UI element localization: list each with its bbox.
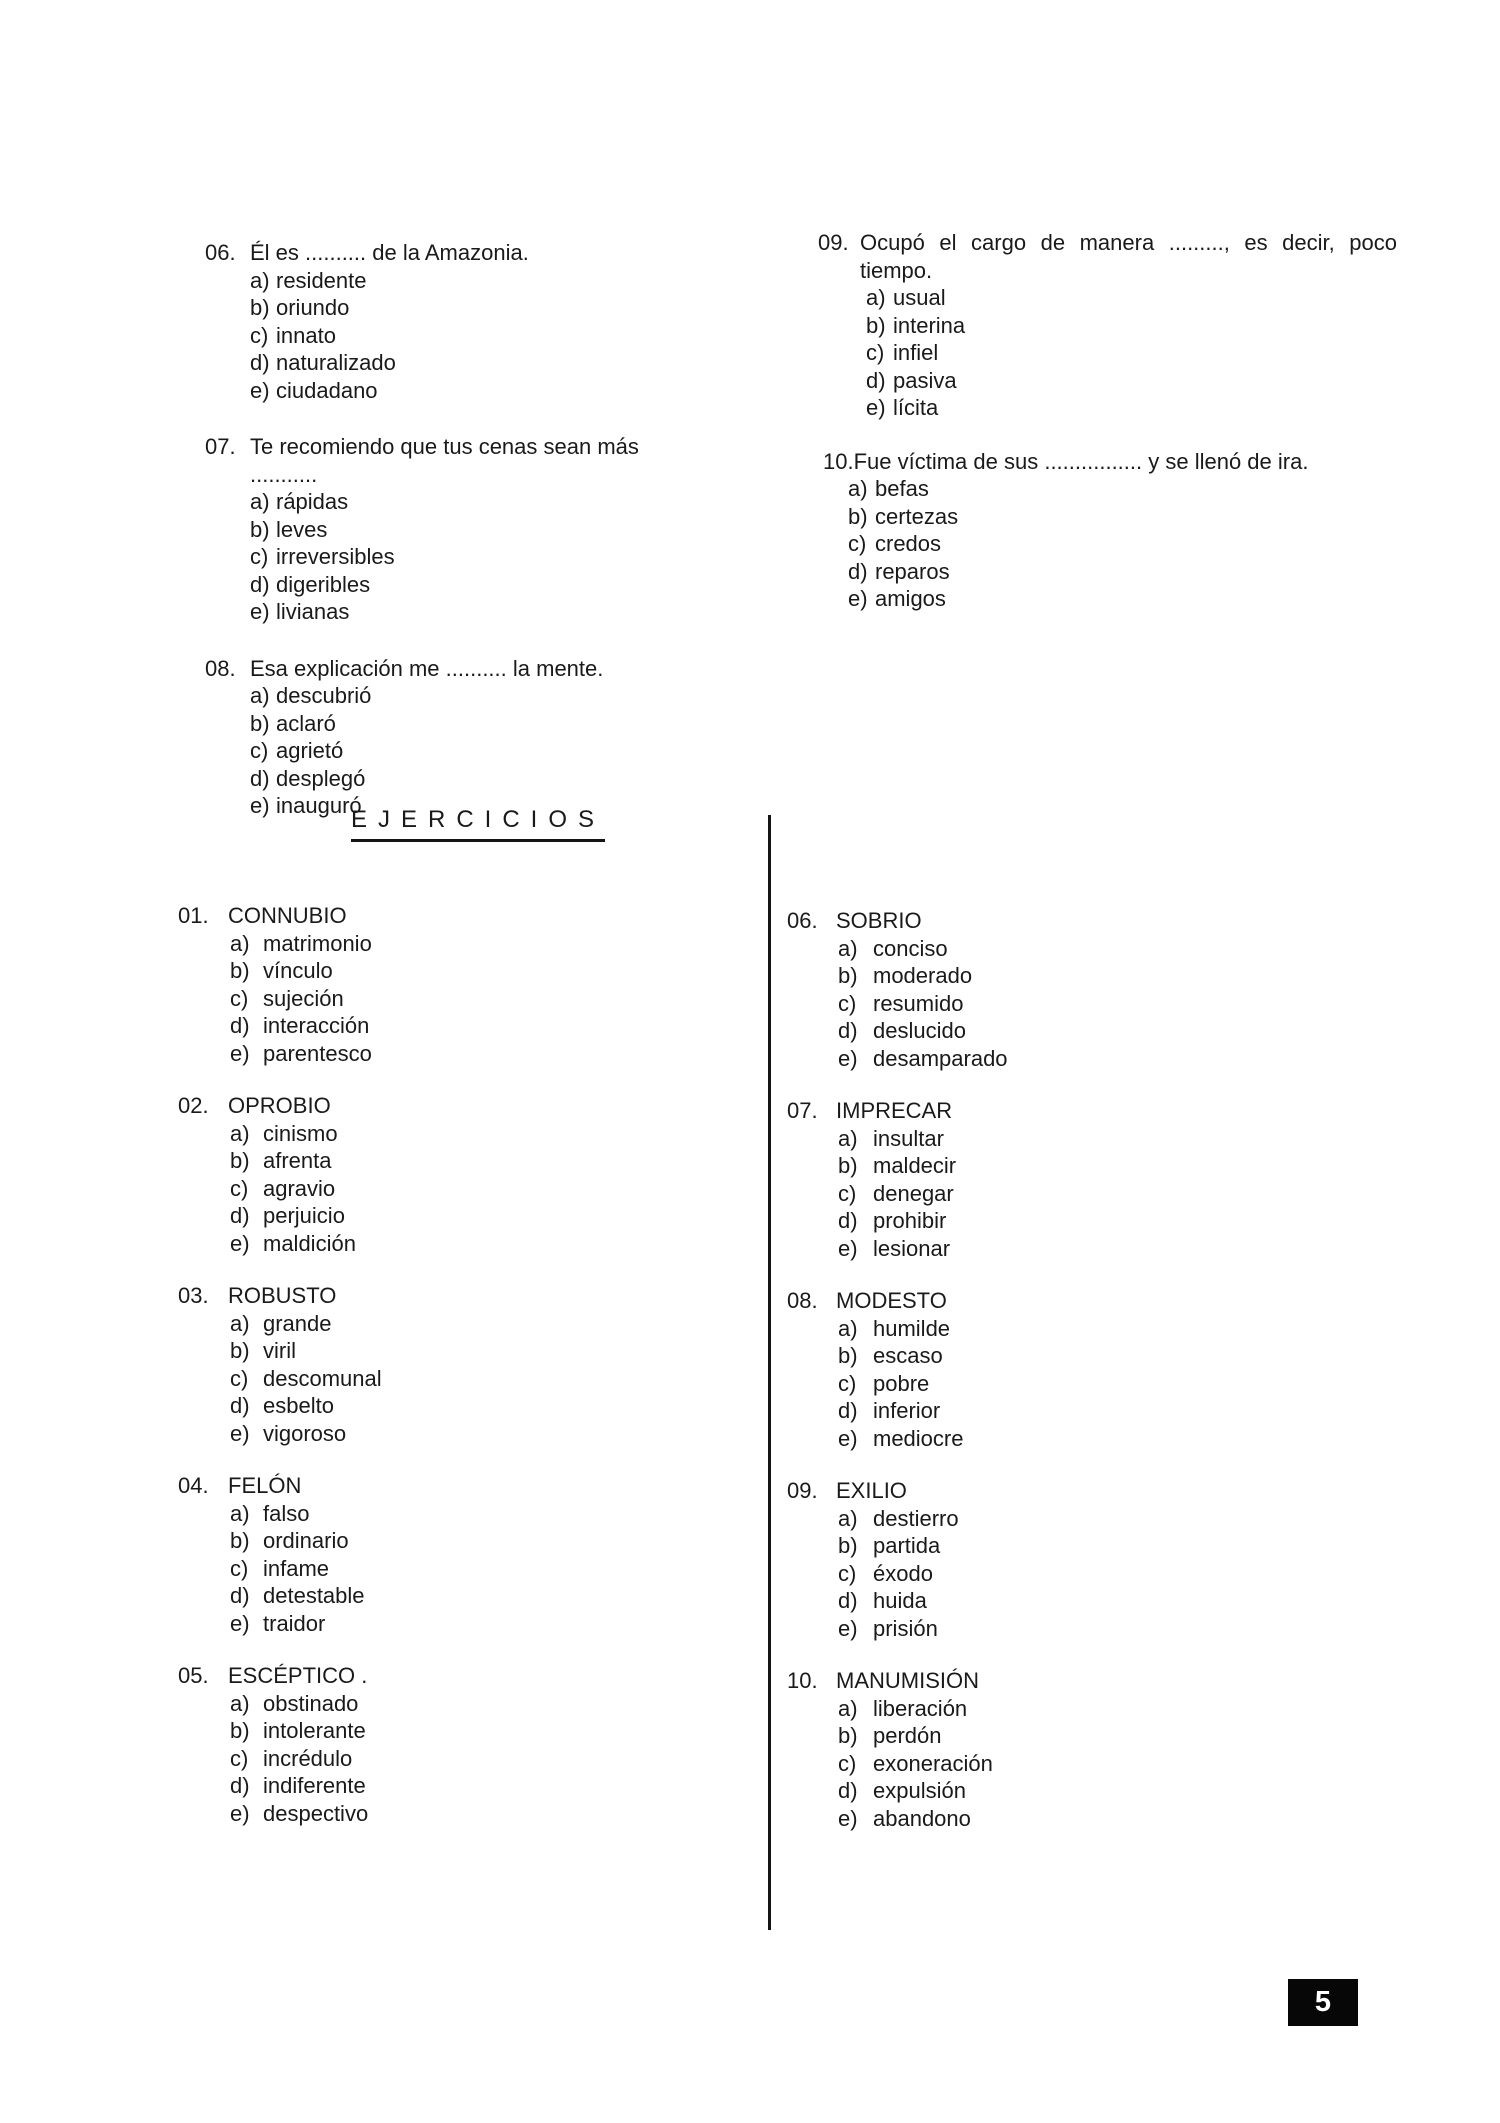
exercise-item [178, 1662, 628, 1827]
option-letter: d) [230, 1773, 250, 1798]
exercise-item [787, 907, 1237, 1072]
option-letter: a) [250, 267, 270, 293]
option-text: esbelto [263, 1393, 334, 1418]
option-text: desamparado [873, 1045, 1008, 1071]
option-letter: e) [230, 1040, 250, 1066]
exercise-number: 09. [787, 1478, 818, 1503]
option-letter: c) [230, 985, 249, 1011]
answer-option [787, 1505, 1237, 1533]
option-text: maldecir [873, 1153, 957, 1178]
answer-option [178, 1717, 628, 1745]
answer-option [178, 1230, 628, 1258]
option-letter: d) [230, 1393, 250, 1418]
question-statement-line [205, 433, 645, 488]
answer-option [178, 1772, 628, 1800]
answer-option [787, 1017, 1237, 1045]
exercise-number: 01. [178, 903, 209, 928]
exercise-term: CONNUBIO [228, 903, 347, 928]
exercise-item [178, 902, 628, 1067]
option-letter: c) [230, 1745, 249, 1771]
option-text: leves [276, 516, 328, 542]
answer-option [787, 1342, 1237, 1370]
option-text: cinismo [263, 1120, 338, 1146]
option-letter: a) [838, 1315, 858, 1341]
option-text: amigos [875, 586, 946, 611]
option-text: expulsión [873, 1778, 966, 1803]
exercise-number: 08. [787, 1288, 818, 1313]
option-letter: a) [838, 1125, 858, 1151]
option-letter: c) [230, 1175, 249, 1201]
answer-option [178, 957, 628, 985]
question-number: 10. [823, 448, 854, 474]
completion-question-07 [205, 433, 645, 626]
option-letter: a) [230, 1120, 250, 1146]
option-text: certezas [875, 503, 959, 529]
answer-option [787, 1397, 1237, 1425]
option-text: vínculo [263, 958, 333, 983]
answer-option [205, 543, 645, 571]
option-letter: d) [230, 1583, 250, 1608]
option-text: grande [263, 1310, 332, 1336]
option-letter: e) [866, 395, 886, 420]
option-text: prisión [873, 1615, 938, 1641]
question-statement-line [818, 229, 1403, 284]
exercise-term: OPROBIO [228, 1093, 331, 1118]
answer-option [787, 1615, 1237, 1643]
exercise-term: MANUMISIÓN [836, 1668, 979, 1693]
option-text: detestable [263, 1583, 365, 1608]
option-text: destierro [873, 1505, 959, 1531]
option-letter: a) [838, 935, 858, 961]
option-text: mediocre [873, 1425, 964, 1451]
option-text: residente [276, 267, 367, 293]
exercise-item [178, 1282, 628, 1447]
completion-column-left [205, 239, 645, 849]
option-text: ordinario [263, 1528, 349, 1553]
options-list [205, 488, 645, 626]
answer-option [787, 1587, 1237, 1615]
question-text-line2: tiempo. [860, 257, 933, 283]
answer-option [787, 1777, 1237, 1805]
answer-option [178, 1582, 628, 1610]
option-letter: b) [230, 1148, 250, 1173]
question-statement-line [205, 655, 645, 683]
answer-option [205, 267, 645, 295]
answer-option [178, 1365, 628, 1393]
options-list [818, 284, 1403, 422]
option-letter: c) [250, 544, 269, 569]
option-text: sujeción [263, 985, 344, 1011]
answer-option [787, 962, 1237, 990]
exercise-item [178, 1092, 628, 1257]
answer-option [205, 737, 645, 765]
option-letter: d) [230, 1203, 250, 1228]
answer-option [178, 1500, 628, 1528]
answer-option [178, 1175, 628, 1203]
option-text: digeribles [276, 571, 371, 597]
option-text: falso [263, 1500, 310, 1526]
exercise-term-line [178, 1092, 628, 1120]
question-text: Esa explicación me .......... la mente. [250, 655, 604, 681]
option-letter: e) [250, 599, 270, 624]
options-list [205, 682, 645, 820]
exercise-item [787, 1287, 1237, 1452]
answer-option [787, 1805, 1237, 1833]
option-letter: d) [838, 1778, 858, 1803]
exercise-term: IMPRECAR [836, 1098, 953, 1123]
answer-option [178, 930, 628, 958]
option-letter: c) [230, 1365, 249, 1391]
option-text: perjuicio [263, 1203, 345, 1228]
option-letter: c) [838, 1750, 857, 1776]
exercise-term-line [787, 1097, 1237, 1125]
exercise-term-line [787, 1667, 1237, 1695]
exercise-number: 04. [178, 1473, 209, 1498]
question-text [860, 229, 1403, 284]
option-letter: a) [838, 1505, 858, 1531]
options-list [823, 475, 1403, 613]
answer-option [787, 1045, 1237, 1073]
option-letter: c) [848, 531, 867, 556]
exercise-item [787, 1097, 1237, 1262]
answer-option [178, 1555, 628, 1583]
option-text: intolerante [263, 1718, 366, 1743]
answer-option [205, 571, 645, 599]
option-text: inferior [873, 1398, 941, 1423]
option-letter: a) [230, 1310, 250, 1336]
question-text: Te recomiendo que tus cenas sean más ........... [250, 434, 639, 487]
question-statement-line [205, 239, 645, 267]
option-letter: d) [838, 1398, 858, 1423]
completion-question-09 [818, 229, 1403, 422]
option-letter: e) [838, 1425, 858, 1451]
exercise-number: 05. [178, 1663, 209, 1688]
exercise-item [178, 1472, 628, 1637]
exercise-term: MODESTO [836, 1288, 947, 1313]
option-text: matrimonio [263, 930, 372, 956]
option-text: reparos [875, 558, 950, 584]
answer-option [818, 339, 1403, 367]
option-text: lesionar [873, 1235, 951, 1261]
answer-option [818, 394, 1403, 422]
exercise-term: ROBUSTO [228, 1283, 337, 1308]
option-text: conciso [873, 935, 948, 961]
option-text: indiferente [263, 1773, 366, 1798]
option-text: deslucido [873, 1018, 966, 1043]
option-letter: c) [838, 1370, 857, 1396]
option-letter: a) [250, 489, 270, 514]
question-number: 08. [205, 655, 236, 681]
question-text: Él es .......... de la Amazonia. [250, 240, 529, 265]
completion-column-right [818, 229, 1403, 639]
option-letter: d) [230, 1013, 250, 1038]
option-text: befas [875, 476, 929, 501]
option-letter: a) [230, 1500, 250, 1526]
answer-option [787, 1152, 1237, 1180]
option-letter: b) [230, 1338, 250, 1363]
option-text: insultar [873, 1125, 944, 1151]
option-letter: e) [250, 377, 270, 403]
option-letter: d) [838, 1208, 858, 1233]
option-text: rápidas [276, 489, 349, 514]
question-number: 06. [205, 240, 236, 265]
exercise-number: 02. [178, 1093, 209, 1118]
option-text: liberación [873, 1695, 968, 1721]
option-text: éxodo [873, 1560, 933, 1586]
option-letter: b) [838, 1723, 858, 1748]
answer-option [178, 1800, 628, 1828]
option-text: interina [893, 312, 966, 338]
answer-option [205, 765, 645, 793]
answer-option [178, 1690, 628, 1718]
option-text: denegar [873, 1180, 954, 1206]
exercise-term-line [178, 1662, 628, 1690]
option-text: resumido [873, 990, 964, 1016]
completion-question-06 [205, 239, 645, 404]
answer-option [787, 1235, 1237, 1263]
question-text: Fue víctima de sus ................ y se llenó de ira. [853, 448, 1309, 474]
answer-option [178, 1610, 628, 1638]
exercise-term-line [787, 1477, 1237, 1505]
answer-option [205, 349, 645, 377]
answer-option [205, 488, 645, 516]
option-text: irreversibles [276, 544, 395, 569]
option-letter: b) [250, 710, 270, 736]
exercise-item [787, 1477, 1237, 1642]
option-letter: e) [230, 1420, 250, 1446]
option-text: interacción [263, 1013, 370, 1038]
answer-option [178, 1012, 628, 1040]
exercise-term-line [178, 1282, 628, 1310]
option-text: inauguró [276, 793, 362, 818]
option-text: moderado [873, 963, 973, 988]
answer-option [787, 935, 1237, 963]
option-text: ciudadano [276, 377, 378, 403]
answer-option [787, 1180, 1237, 1208]
option-letter: e) [230, 1610, 250, 1636]
option-letter: b) [866, 312, 886, 338]
answer-option [787, 1695, 1237, 1723]
option-letter: d) [250, 350, 270, 375]
answer-option [787, 990, 1237, 1018]
answer-option [178, 1202, 628, 1230]
answer-option [787, 1560, 1237, 1588]
exercise-term-line [178, 902, 628, 930]
options-list [205, 267, 645, 405]
option-letter: d) [250, 571, 270, 597]
option-text: credos [875, 531, 942, 556]
exercise-column-left [178, 902, 628, 1852]
section-heading-ejercicios: EJERCICIOS [351, 806, 605, 842]
question-number: 09. [818, 230, 849, 255]
answer-option [818, 367, 1403, 395]
answer-option [787, 1425, 1237, 1453]
answer-option [787, 1125, 1237, 1153]
option-text: descomunal [263, 1365, 382, 1391]
option-text: infame [263, 1555, 330, 1581]
option-text: vigoroso [263, 1420, 347, 1446]
option-letter: b) [838, 1343, 858, 1368]
answer-option [823, 585, 1403, 613]
option-text: obstinado [263, 1690, 359, 1716]
option-text: exoneración [873, 1750, 993, 1776]
option-letter: c) [866, 340, 885, 365]
exercise-term: FELÓN [228, 1473, 302, 1498]
option-letter: c) [838, 1180, 857, 1206]
exercise-item [787, 1667, 1237, 1832]
option-letter: b) [838, 1153, 858, 1178]
option-letter: b) [848, 503, 868, 529]
option-text: maldición [263, 1230, 356, 1256]
option-text: oriundo [276, 295, 350, 320]
answer-option [178, 1745, 628, 1773]
answer-option [178, 1040, 628, 1068]
option-letter: b) [838, 1533, 858, 1558]
option-text: agravio [263, 1175, 336, 1201]
option-letter: e) [838, 1805, 858, 1831]
option-letter: c) [250, 322, 269, 348]
answer-option [178, 985, 628, 1013]
answer-option [787, 1532, 1237, 1560]
option-text: lícita [893, 395, 939, 420]
answer-option [818, 284, 1403, 312]
option-letter: b) [230, 1528, 250, 1553]
option-text: usual [893, 285, 946, 310]
answer-option [178, 1337, 628, 1365]
option-text: infiel [893, 340, 939, 365]
option-letter: e) [838, 1045, 858, 1071]
option-letter: c) [838, 1560, 857, 1586]
exercise-term: EXILIO [836, 1478, 907, 1503]
option-letter: b) [250, 516, 270, 542]
option-text: innato [276, 322, 336, 348]
option-letter: b) [250, 295, 270, 320]
option-letter: b) [230, 1718, 250, 1743]
question-statement-line [823, 448, 1403, 476]
option-letter: e) [838, 1235, 858, 1261]
option-letter: d) [838, 1018, 858, 1043]
option-letter: e) [848, 586, 868, 611]
answer-option [787, 1750, 1237, 1778]
option-letter: d) [866, 367, 886, 393]
answer-option [205, 516, 645, 544]
option-text: desplegó [276, 765, 366, 791]
option-text: incrédulo [263, 1745, 353, 1771]
option-text: escaso [873, 1343, 943, 1368]
option-letter: d) [848, 558, 868, 584]
option-text: humilde [873, 1315, 951, 1341]
answer-option [178, 1392, 628, 1420]
option-text: pobre [873, 1370, 930, 1396]
answer-option [178, 1147, 628, 1175]
answer-option [787, 1722, 1237, 1750]
answer-option [823, 503, 1403, 531]
option-letter: e) [838, 1615, 858, 1641]
option-letter: a) [230, 1690, 250, 1716]
answer-option [823, 530, 1403, 558]
option-letter: b) [230, 958, 250, 983]
answer-option [818, 312, 1403, 340]
option-letter: a) [866, 285, 886, 310]
answer-option [205, 598, 645, 626]
option-text: partida [873, 1533, 941, 1558]
option-letter: a) [230, 930, 250, 956]
option-text: huida [873, 1588, 927, 1613]
option-letter: e) [250, 793, 270, 818]
option-letter: d) [838, 1588, 858, 1613]
page-number-badge: 5 [1288, 1979, 1358, 2026]
option-letter: a) [838, 1695, 858, 1721]
option-text: pasiva [893, 367, 957, 393]
exercise-term-line [787, 1287, 1237, 1315]
option-text: abandono [873, 1805, 971, 1831]
answer-option [178, 1120, 628, 1148]
question-text-line1: Ocupó el cargo de manera ........., es decir, poco [860, 230, 1397, 255]
option-text: livianas [276, 599, 350, 624]
option-text: parentesco [263, 1040, 372, 1066]
exercise-column-right [787, 907, 1237, 1857]
answer-option [205, 682, 645, 710]
answer-option [205, 322, 645, 350]
option-letter: d) [250, 765, 270, 791]
option-letter: a) [250, 683, 270, 708]
column-divider [768, 815, 771, 1930]
exercise-number: 07. [787, 1098, 818, 1123]
exercise-term-line [178, 1472, 628, 1500]
option-text: traidor [263, 1610, 326, 1636]
answer-option [787, 1315, 1237, 1343]
option-text: agrietó [276, 738, 344, 763]
answer-option [205, 377, 645, 405]
exercise-number: 06. [787, 908, 818, 933]
answer-option [178, 1310, 628, 1338]
answer-option [205, 710, 645, 738]
option-text: descubrió [276, 683, 372, 708]
completion-question-10 [823, 448, 1403, 613]
option-letter: a) [848, 476, 868, 501]
exercise-term: ESCÉPTICO . [228, 1663, 368, 1688]
answer-option [823, 475, 1403, 503]
option-letter: c) [838, 990, 857, 1016]
exercise-term: SOBRIO [836, 908, 922, 933]
question-number: 07. [205, 434, 236, 459]
answer-option [823, 558, 1403, 586]
answer-option [178, 1420, 628, 1448]
exercise-number: 10. [787, 1668, 818, 1693]
option-text: naturalizado [276, 350, 396, 375]
option-letter: e) [230, 1230, 250, 1256]
completion-question-08 [205, 655, 645, 820]
option-text: viril [263, 1338, 296, 1363]
exercise-number: 03. [178, 1283, 209, 1308]
answer-option [178, 1527, 628, 1555]
option-text: perdón [873, 1723, 942, 1748]
option-letter: c) [250, 738, 269, 763]
option-text: aclaró [276, 710, 336, 736]
option-text: afrenta [263, 1148, 332, 1173]
option-text: prohibir [873, 1208, 947, 1233]
option-letter: c) [230, 1555, 249, 1581]
answer-option [205, 294, 645, 322]
answer-option [787, 1370, 1237, 1398]
option-letter: b) [838, 963, 858, 988]
option-text: despectivo [263, 1800, 369, 1826]
exercise-term-line [787, 907, 1237, 935]
option-letter: e) [230, 1800, 250, 1826]
answer-option [787, 1207, 1237, 1235]
